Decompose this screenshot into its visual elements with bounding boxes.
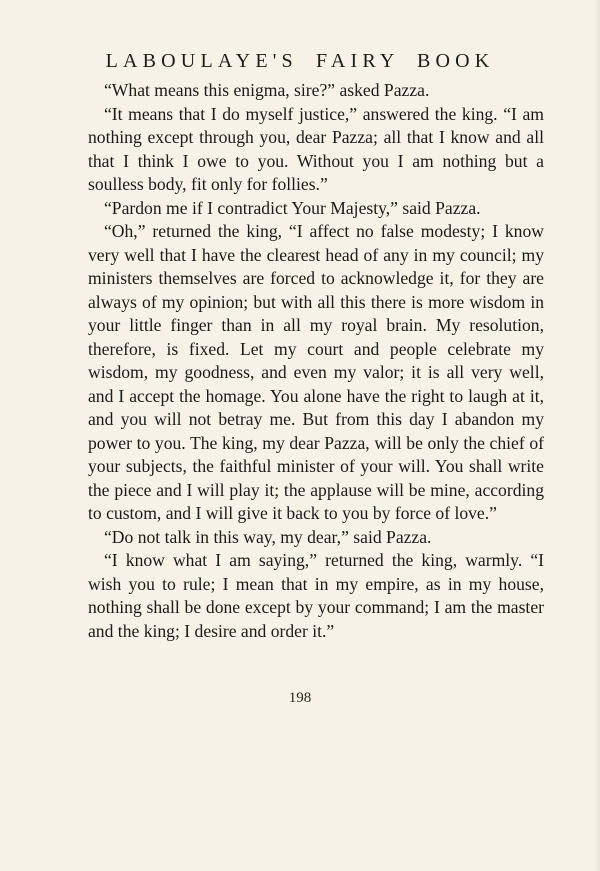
paragraph: “I know what I am saying,” returned the king, warmly. “I wish you to rule; I mean that in my empire, as in my house, nothing shall be done except by your command; I am the master and the king; I desire and order it.” [88, 550, 544, 641]
paragraph: “What means this enigma, sire?” asked Pazza. [104, 80, 430, 100]
running-head: LABOULAYE'S FAIRY BOOK [105, 50, 495, 72]
paragraph: “Pardon me if I contradict Your Majesty,” said Pazza. [104, 197, 481, 218]
body-text [88, 79, 544, 643]
paragraph: “Do not talk in this way, my dear,” said Pazza. [104, 526, 432, 547]
page-edge-shadow [594, 0, 600, 871]
paragraph: “It means that I do myself justice,” answered the king. “I am nothing except through you, dear Pazza; all that I know and all that I think I owe to you. Without you I am nothing but a soulless body, fit only for follies.” [88, 103, 544, 194]
paragraph: “Oh,” returned the king, “I affect no false modesty; I know very well that I have the clearest head of any in my council; my ministers themselves are forced to acknowledge it, for they are always of my opinion; but with all this there is more wisdom in your little finger than in all my royal brain. My resolution, therefore, is fixed. Let my court and people celebrate my wisdom, my goodness, and even my valor; it is all very well, and I accept the homage. You alone have the right to laugh at it, and you will not betray me. But from this day I abandon my power to you. The king, my dear Pazza, will be only the chief of your subjects, the faithful minister of your will. You shall write the piece and I will play it; the applause will be mine, according to custom, and I will give it back to you by force of love.” [88, 221, 544, 523]
page-number: 198 [288, 690, 312, 706]
